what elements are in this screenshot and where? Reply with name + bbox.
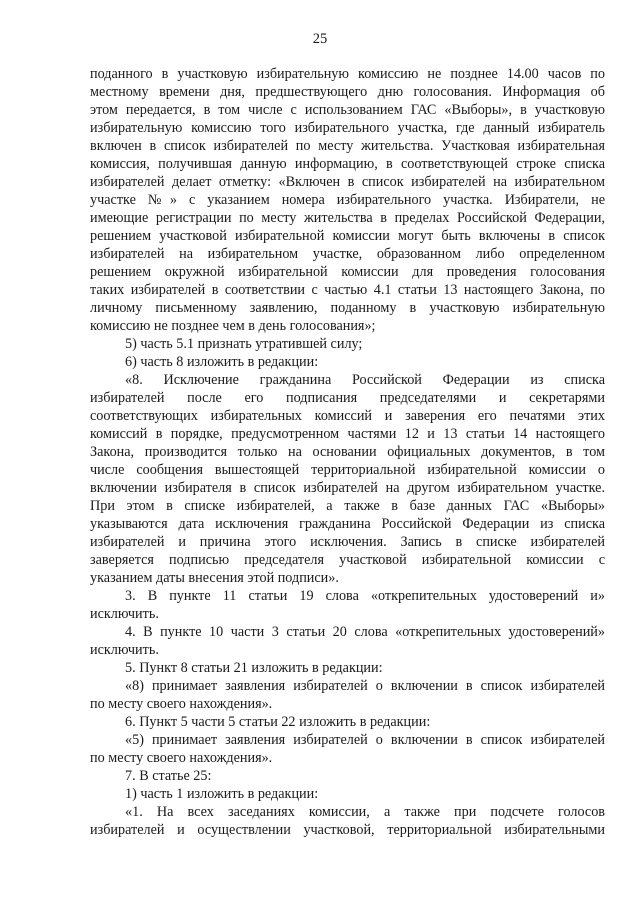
text-line: 7. В статье 25: — [125, 768, 212, 784]
text-line: 5) часть 5.1 признать утратившей силу; — [125, 336, 363, 352]
text-line: этом передается, в том числе с использованием ГАС «Выборы», в участковую — [90, 102, 605, 118]
text-line: исключить. — [90, 642, 159, 658]
text-line: числе сообщения вышестоящей территориальной избирательной комиссии о — [90, 462, 605, 478]
text-line: избирателей на избирательном участке, образованном либо определенном — [90, 246, 605, 262]
text-line: таких избирателей в соответствии с частью 4.1 статьи 13 настоящего Закона, по — [90, 282, 605, 298]
text-line: избирателей и осуществлении участковой, территориальной избирательными — [90, 822, 605, 838]
text-line: «1. На всех заседаниях комиссии, а также при подсчете голосов — [125, 804, 605, 820]
text-line: 3. В пункте 11 статьи 19 слова «открепительных удостоверений и» — [125, 588, 605, 604]
text-line: поданного в участковую избирательную комиссию не позднее 14.00 часов по — [90, 66, 605, 82]
text-line: комиссия, получившая данную информацию, в соответствующей строке списка — [90, 156, 605, 172]
text-line: 6) часть 8 изложить в редакции: — [125, 354, 319, 370]
text-line: 1) часть 1 изложить в редакции: — [125, 786, 319, 802]
text-line: избирателей делает отметку: «Включен в список избирателей на избирательном — [90, 174, 605, 190]
text-line: по месту своего нахождения». — [90, 696, 273, 712]
text-line: личному письменному заявлению, поданному в участковую избирательную — [90, 300, 605, 316]
text-line: избирателей после его подписания председателями и секретарями — [90, 390, 605, 406]
text-line: заверяется подписью председателя участковой избирательной комиссии с — [90, 552, 605, 568]
text-line: соответствующих избирательных комиссий и заверения его печатями этих — [90, 408, 605, 424]
text-line: решением участковой избирательной комиссии могут быть включены в список — [90, 228, 605, 244]
text-line: «8. Исключение гражданина Российской Федерации из списка — [125, 372, 605, 388]
text-line: «8) принимает заявления избирателей о включении в список избирателей — [125, 678, 605, 694]
text-line: Закона, производится только на основании официальных документов, в том — [90, 444, 605, 460]
text-line: включении избирателя в список избирателей на другом избирательном участке. — [90, 480, 605, 496]
text-line: При этом в списке избирателей, а также в базе данных ГАС «Выборы» — [90, 498, 605, 514]
page-number: 25 — [312, 31, 328, 47]
text-line: комиссий в порядке, предусмотренном частями 12 и 13 статьи 14 настоящего — [90, 426, 605, 442]
text-line: «5) принимает заявления избирателей о включении в список избирателей — [125, 732, 605, 748]
text-line: указанием даты внесения этой подписи». — [90, 570, 339, 586]
text-line: местному времени дня, предшествующего дню голосования. Информация об — [90, 84, 605, 100]
text-line: избирательную комиссию того избирательного участка, где данный избиратель — [90, 120, 605, 136]
text-line: комиссию не позднее чем в день голосования»; — [90, 318, 376, 334]
text-line: имеющие регистрации по месту жительства в пределах Российской Федерации, — [90, 210, 605, 226]
text-line: участке №» с указанием номера избирательного участка. Избиратели, не — [90, 192, 605, 208]
text-line: исключить. — [90, 606, 159, 622]
text-line: указываются дата исключения гражданина Российской Федерации из списка — [90, 516, 605, 532]
text-line: избирателей и причина этого исключения. Запись в списке избирателей — [90, 534, 605, 550]
text-line: включен в список избирателей по месту жительства. Участковая избирательная — [90, 138, 605, 154]
text-line: 5. Пункт 8 статьи 21 изложить в редакции: — [125, 660, 383, 676]
text-line: 4. В пункте 10 части 3 статьи 20 слова «открепительных удостоверений» — [125, 624, 605, 640]
text-line: по месту своего нахождения». — [90, 750, 273, 766]
text-line: 6. Пункт 5 части 5 статьи 22 изложить в редакции: — [125, 714, 431, 730]
text-line: решением окружной избирательной комиссии для проведения голосования — [90, 264, 605, 280]
